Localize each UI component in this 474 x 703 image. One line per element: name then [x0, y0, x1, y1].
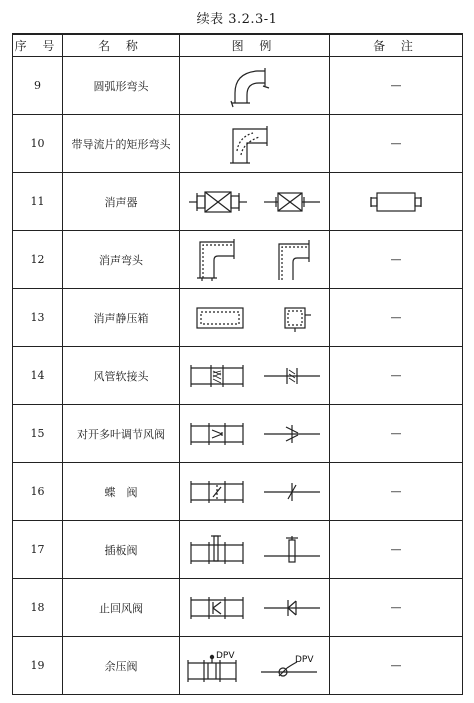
table-row	[13, 521, 463, 579]
opposed-blade-damper-icon	[187, 419, 247, 449]
row-remark: —	[330, 289, 463, 347]
row-symbol	[180, 521, 330, 579]
table-row	[13, 57, 463, 115]
vaned-rect-elbow-icon	[225, 121, 285, 167]
row-number: 9	[13, 57, 63, 115]
table-row	[13, 637, 463, 695]
opposed-blade-damper-icon-single-line	[262, 419, 322, 449]
silencer-icon-single-line	[262, 187, 322, 217]
dpv-label-single-line: DPV	[294, 654, 314, 665]
row-number: 16	[13, 463, 63, 521]
header-symbol: 图 例	[180, 34, 330, 57]
row-symbol	[180, 405, 330, 463]
header-name: 名 称	[63, 34, 180, 57]
row-remark: —	[330, 521, 463, 579]
row-remark: —	[330, 347, 463, 405]
silencer-elbow-icon	[194, 236, 242, 284]
row-name: 消声静压箱	[63, 289, 180, 347]
dpv-label: DPV	[216, 650, 235, 661]
legend-table	[12, 33, 463, 695]
slide-gate-valve-icon-single-line	[262, 532, 322, 568]
table-caption: 续表 3.2.3-1	[196, 12, 278, 27]
check-damper-icon-single-line	[262, 593, 322, 623]
row-remark: —	[330, 115, 463, 173]
butterfly-valve-icon-single-line	[262, 477, 322, 507]
flexible-duct-connector-icon	[187, 361, 247, 391]
row-name: 风管软接头	[63, 347, 180, 405]
row-number: 11	[13, 173, 63, 231]
row-number: 15	[13, 405, 63, 463]
header-remark: 备 注	[330, 34, 463, 57]
row-name: 插板阀	[63, 521, 180, 579]
row-symbol	[180, 579, 330, 637]
table-row	[13, 405, 463, 463]
row-number: 17	[13, 521, 63, 579]
table-row	[13, 231, 463, 289]
silencer-icon	[187, 187, 249, 217]
table-row	[13, 289, 463, 347]
row-remark: —	[330, 579, 463, 637]
row-number: 13	[13, 289, 63, 347]
row-name: 带导流片的矩形弯头	[63, 115, 180, 173]
slide-gate-valve-icon	[187, 532, 247, 568]
row-symbol	[180, 637, 330, 695]
silencer-plenum-box-icon	[194, 304, 246, 332]
row-name: 止回风阀	[63, 579, 180, 637]
flexible-duct-connector-icon-single-line	[262, 361, 322, 391]
table-row	[13, 463, 463, 521]
row-name: 圆弧形弯头	[63, 57, 180, 115]
table-header-row	[13, 34, 463, 57]
silencer-elbow-icon-single-line	[271, 236, 315, 284]
table-row	[13, 115, 463, 173]
row-symbol	[180, 57, 330, 115]
row-name: 消声弯头	[63, 231, 180, 289]
row-remark: —	[330, 405, 463, 463]
row-number: 19	[13, 637, 63, 695]
row-remark: —	[330, 463, 463, 521]
table-row	[13, 173, 463, 231]
row-symbol	[180, 173, 330, 231]
row-name: 对开多叶调节风阀	[63, 405, 180, 463]
row-number: 14	[13, 347, 63, 405]
row-name: 消声器	[63, 173, 180, 231]
row-remark	[330, 173, 463, 231]
pressure-relief-valve-icon	[184, 648, 250, 684]
row-symbol	[180, 347, 330, 405]
row-number: 12	[13, 231, 63, 289]
pressure-relief-valve-icon-single-line	[259, 648, 325, 684]
silencer-plenum-box-icon-single-line	[275, 303, 315, 333]
row-symbol	[180, 289, 330, 347]
table-row	[13, 347, 463, 405]
arc-elbow-icon	[225, 63, 285, 109]
row-symbol	[180, 231, 330, 289]
row-name: 余压阀	[63, 637, 180, 695]
row-number: 18	[13, 579, 63, 637]
row-remark: —	[330, 57, 463, 115]
row-name: 蝶 阀	[63, 463, 180, 521]
row-remark: —	[330, 231, 463, 289]
row-number: 10	[13, 115, 63, 173]
row-symbol	[180, 463, 330, 521]
silencer-alt-icon	[367, 188, 425, 216]
row-symbol	[180, 115, 330, 173]
check-damper-icon	[187, 593, 247, 623]
header-no: 序 号	[13, 34, 63, 57]
table-row	[13, 579, 463, 637]
butterfly-valve-icon	[187, 477, 247, 507]
row-remark: —	[330, 637, 463, 695]
